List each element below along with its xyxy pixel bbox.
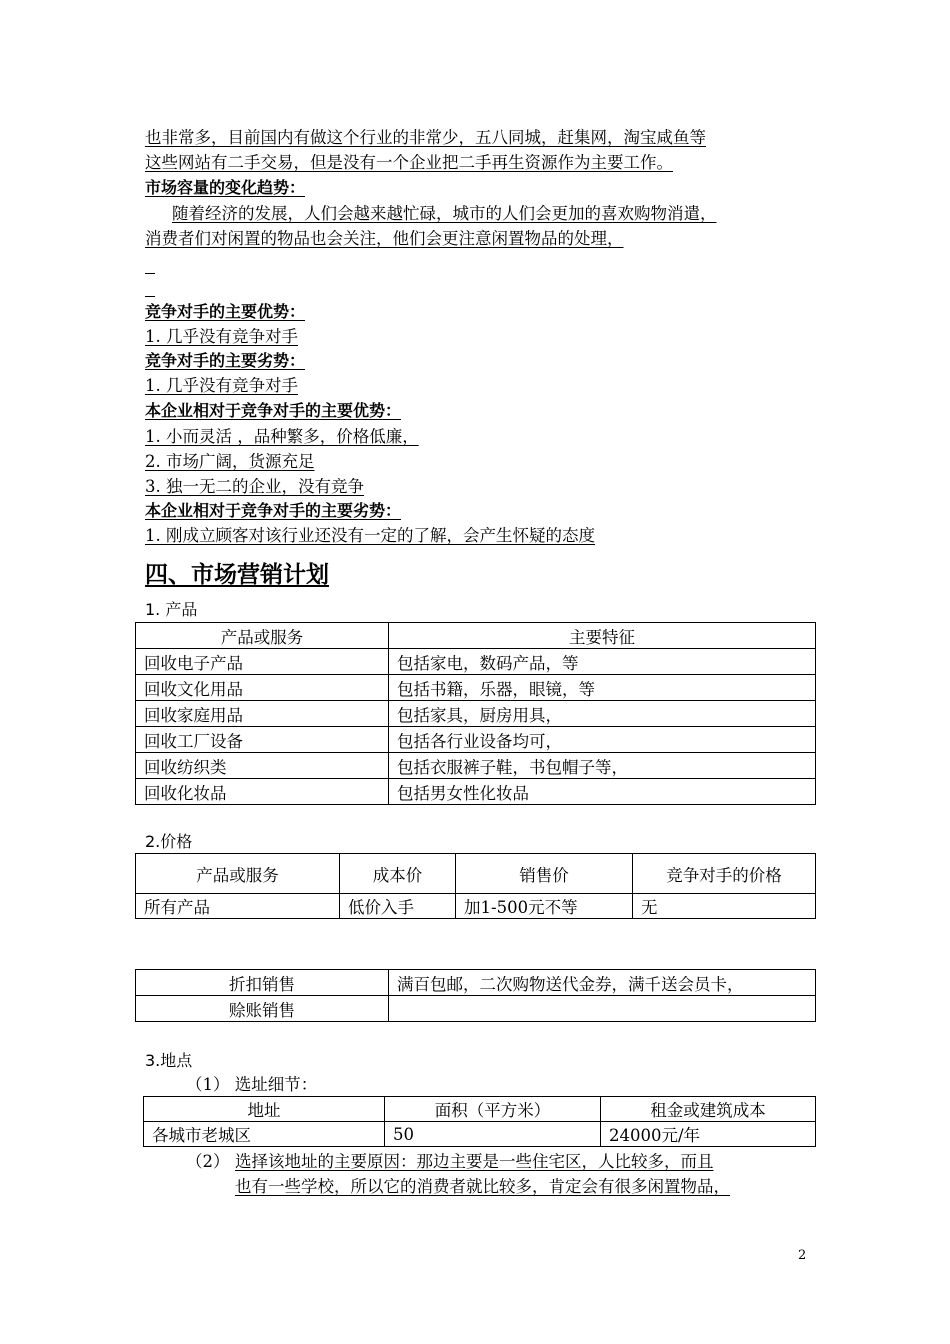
table-cell: 包括衣服裤子鞋，书包帽子等， bbox=[389, 753, 816, 779]
table-header-cell: 地址 bbox=[144, 1097, 385, 1122]
table-cell: 低价入手 bbox=[340, 894, 456, 919]
table-header-row bbox=[136, 623, 816, 649]
our-weaknesses-heading: 本企业相对于竞争对手的主要劣势： bbox=[145, 501, 402, 520]
our-strength-item: 2. 市场广阔，货源充足 bbox=[145, 452, 315, 471]
table-header-cell: 成本价 bbox=[340, 854, 456, 894]
table-cell: 所有产品 bbox=[136, 894, 340, 919]
blank-underline bbox=[145, 296, 155, 297]
table-row bbox=[136, 894, 816, 919]
market-trend-line-1: 随着经济的发展，人们会越来越忙碌，城市的人们会更加的喜欢购物消遣， bbox=[172, 204, 717, 223]
market-trend-heading: 市场容量的变化趋势： bbox=[145, 178, 306, 197]
competitor-weaknesses-heading: 竞争对手的主要劣势： bbox=[145, 351, 306, 370]
our-strength-item: 3. 独一无二的企业，没有竞争 bbox=[145, 477, 364, 496]
price-table bbox=[135, 853, 816, 919]
table-cell: 加1-500元不等 bbox=[456, 894, 633, 919]
table-row bbox=[144, 1122, 816, 1147]
discount-table bbox=[135, 969, 816, 1022]
table-cell: 包括各行业设备均可， bbox=[389, 727, 816, 753]
table-row bbox=[136, 649, 816, 675]
table-header-cell: 产品或服务 bbox=[136, 854, 340, 894]
table-cell: 24000元/年 bbox=[601, 1122, 816, 1147]
competitor-weakness-item: 1. 几乎没有竞争对手 bbox=[145, 376, 298, 395]
table-cell: 回收纺织类 bbox=[136, 753, 389, 779]
competitor-strength-item: 1. 几乎没有竞争对手 bbox=[145, 327, 298, 346]
table-cell: 各城市老城区 bbox=[144, 1122, 385, 1147]
table-cell: 回收工厂设备 bbox=[136, 727, 389, 753]
competitor-strengths-heading: 竞争对手的主要优势： bbox=[145, 302, 306, 321]
table-cell bbox=[389, 996, 816, 1022]
table-header-cell: 产品或服务 bbox=[136, 623, 389, 649]
page-number: 2 bbox=[798, 1248, 807, 1263]
price-label: 2.价格 bbox=[145, 832, 193, 851]
table-row bbox=[136, 675, 816, 701]
our-strength-item: 1. 小而灵活 ，品种繁多，价格低廉， bbox=[145, 427, 419, 446]
table-header-cell: 销售价 bbox=[456, 854, 633, 894]
table-cell: 无 bbox=[633, 894, 816, 919]
table-header-cell: 竞争对手的价格 bbox=[633, 854, 816, 894]
location-table bbox=[143, 1096, 816, 1147]
table-cell: 包括男女性化妆品 bbox=[389, 779, 816, 805]
location-sub-2-number: （2） bbox=[186, 1152, 230, 1171]
table-row bbox=[136, 753, 816, 779]
intro-line-2: 这些网站有二手交易，但是没有一个企业把二手再生资源作为主要工作。 bbox=[145, 153, 673, 172]
table-header-cell: 面积（平方米） bbox=[385, 1097, 601, 1122]
table-cell: 回收电子产品 bbox=[136, 649, 389, 675]
table-cell: 回收化妆品 bbox=[136, 779, 389, 805]
intro-line-1: 也非常多，目前国内有做这个行业的非常少，五八同城，赶集网，淘宝咸鱼等 bbox=[145, 128, 706, 147]
market-trend-line-2: 消费者们对闲置的物品也会关注，他们会更注意闲置物品的处理， bbox=[145, 229, 624, 248]
our-strengths-heading: 本企业相对于竞争对手的主要优势： bbox=[145, 401, 402, 420]
table-cell: 50 bbox=[385, 1122, 601, 1147]
table-row bbox=[136, 779, 816, 805]
table-cell: 包括家电，数码产品，等 bbox=[389, 649, 816, 675]
location-sub-2-line-2: 也有一些学校，所以它的消费者就比较多，肯定会有很多闲置物品， bbox=[235, 1177, 730, 1196]
table-row bbox=[136, 727, 816, 753]
our-weakness-item: 1. 刚成立顾客对该行业还没有一定的了解，会产生怀疑的态度 bbox=[145, 526, 595, 545]
table-cell: 回收家庭用品 bbox=[136, 701, 389, 727]
product-table bbox=[135, 622, 816, 805]
section-title: 四、市场营销计划 bbox=[145, 562, 329, 588]
table-cell: 包括家具，厨房用具， bbox=[389, 701, 816, 727]
blank-underline bbox=[145, 273, 155, 274]
table-header-cell: 主要特征 bbox=[389, 623, 816, 649]
table-row bbox=[136, 996, 816, 1022]
product-label: 1. 产品 bbox=[145, 600, 198, 619]
table-cell: 满百包邮，二次购物送代金券，满千送会员卡， bbox=[389, 970, 816, 996]
table-row bbox=[136, 970, 816, 996]
table-header-row bbox=[136, 854, 816, 894]
table-cell: 赊账销售 bbox=[136, 996, 389, 1022]
table-row bbox=[136, 701, 816, 727]
table-cell: 包括书籍，乐器，眼镜，等 bbox=[389, 675, 816, 701]
table-cell: 回收文化用品 bbox=[136, 675, 389, 701]
location-sub-2-line-1: 选择该地址的主要原因：那边主要是一些住宅区，人比较多，而且 bbox=[235, 1152, 714, 1171]
table-header-cell: 租金或建筑成本 bbox=[601, 1097, 816, 1122]
location-label: 3.地点 bbox=[145, 1051, 193, 1070]
table-cell: 折扣销售 bbox=[136, 970, 389, 996]
location-sub-1: （1） 选址细节： bbox=[186, 1075, 318, 1094]
table-header-row bbox=[144, 1097, 816, 1122]
